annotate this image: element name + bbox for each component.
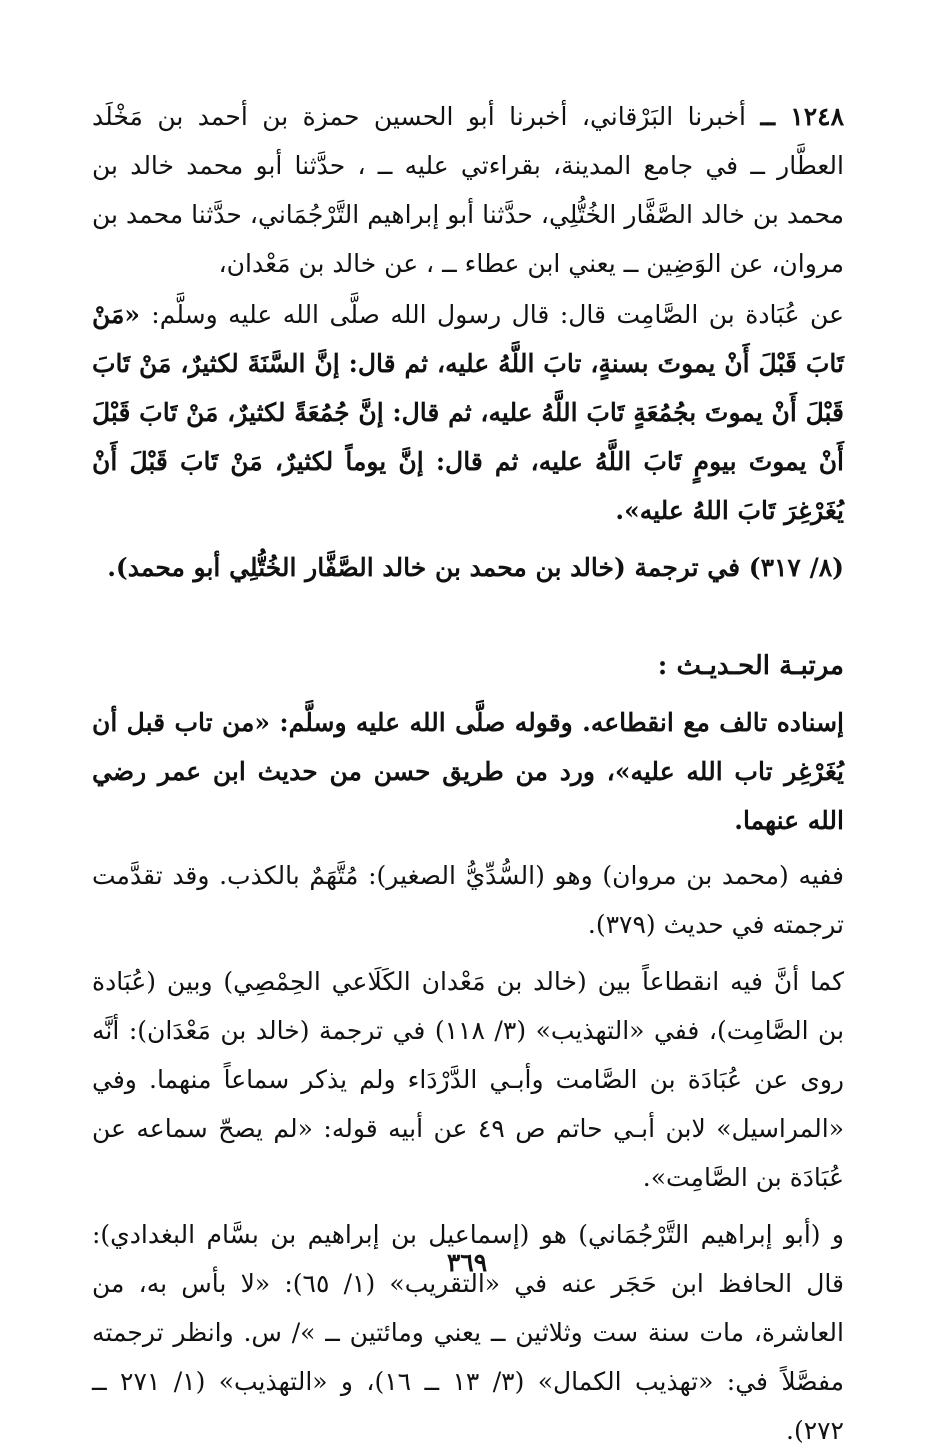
hadith-number: ١٢٤٨ ــ [760,102,844,131]
hadith-isnad-paragraph [92,92,844,288]
hadith-source-reference: (٨/ ٣١٧) في ترجمة (خالد بن محمد بن خالد الصَّفَّار الخُتُّلِي أبو محمد). [107,553,844,582]
hadith-isnad: أخبرنا البَرْقاني، أخبرنا أبو الحسين حمزة بن أحمد بن مَخْلَد العطَّار ــ في جامع المدينة، بقراءتي عليه ــ ، حدَّثنا أبو محمد خالد بن محمد بن خالد الصَّفَّار الخُتُّلِي، حدَّثنا أبو إبراهيم التَّرْجُمَاني، حدَّثنا محمد بن مروان، عن الوَضِين ــ يعني ابن عطاء ــ ، عن خالد بن مَعْدان، [92,102,844,278]
note-paragraph-narrator: ففيه (محمد بن مروان) وهو (السُّدِّيُّ الصغير): مُتَّهَمٌ بالكذب. وقد تقدَّمت ترجمته في حديث (٣٧٩). [92,861,844,939]
section-heading-grade: مرتبـة الحـديـث : [657,651,844,681]
note-paragraph-tarjumani: و (أبو إبراهيم التَّرْجُمَاني) هو (إسماعيل بن إبراهيم بن بسَّام البغدادي): قال الحافظ ابن حَجَر عنه في «التقريب» (١/ ٦٥): «لا بأس به، من العاشرة، مات سنة ست وثلاثين ــ يعني ومائتين ــ »/ س. وانظر ترجمته مفصَّلاً في: «تهذيب الكمال» (٣/ ١٣ ــ ١٦)، و «التهذيب» (١/ ٢٧١ ــ ٢٧٢). [92,1220,845,1445]
note-paragraph-break-in-chain: كما أنَّ فيه انقطاعاً بين (خالد بن مَعْدان الكَلَاعي الحِمْصِي) وبين (عُبَادة بن الصَّامِت)، ففي «التهذيب» (٣/ ١١٨) في ترجمة (خالد بن مَعْدَان): أنَّه روى عن عُبَادَة بن الصَّامت وأبـي الدَّرْدَاء ولم يذكر سماعاً منهما. وفي «المراسيل» لابن أبـي حاتم ص ٤٩ عن أبيه قوله: «لم يصحّ سماعه عن عُبَادَة بن الصَّامِت». [92,967,845,1192]
hadith-matn: «مَنْ تَابَ قَبْلَ أَنْ يموتَ بسنةٍ، تابَ اللَّهُ عليه، ثم قال: إنَّ السَّنَةَ لكثيرٌ، مَنْ تَابَ قَبْلَ أَنْ يموتَ بجُمُعَةٍ تَابَ اللَّهُ عليه، ثم قال: إنَّ جُمُعَةً لكثيرٌ، مَنْ تَابَ قَبْلَ أَنْ يموتَ بيومٍ تَابَ اللَّهُ عليه، ثم قال: إنَّ يوماً لكثيرٌ، مَنْ تَابَ قَبْلَ أَنْ يُغَرْغِرَ تَابَ اللهُ عليه». [92,300,844,525]
grade-verdict-paragraph: إسناده تالف مع انقطاعه. وقوله صلَّى الله عليه وسلَّم: «من تاب قبل أن يُغَرْغِر تاب الله عليه»، ورد من طريق حسن من حديث ابن عمر رضي الله عنهما. [92,708,844,835]
hadith-matn-intro: عن عُبَادة بن الصَّامِت قال: قال رسول الله صلَّى الله عليه وسلَّم: [151,300,844,329]
page-number: ٣٦٩ [446,1248,488,1277]
hadith-matn-paragraph [92,290,844,535]
